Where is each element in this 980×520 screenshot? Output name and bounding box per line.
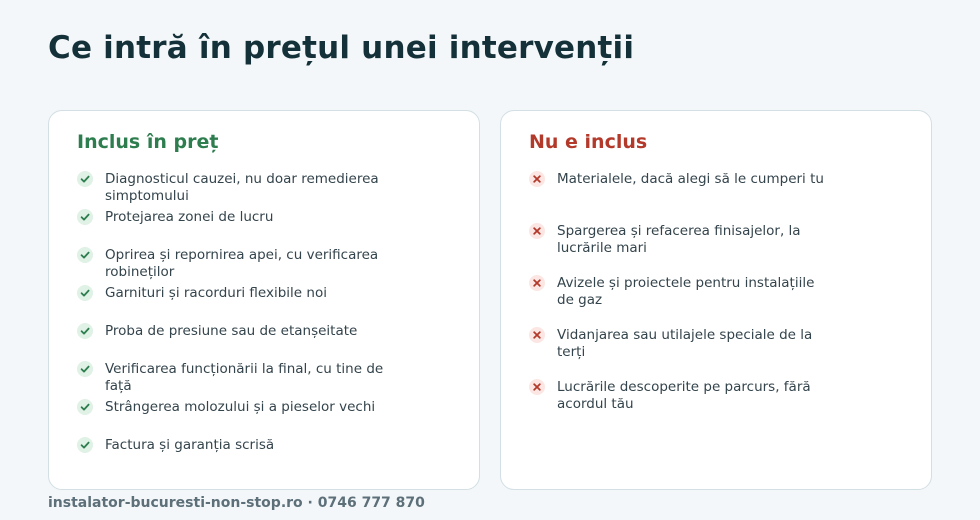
x-icon <box>529 275 545 291</box>
included-item-text: Oprirea și repornirea apei, cu verificarea robineților <box>105 247 379 280</box>
included-item <box>77 399 451 437</box>
excluded-list <box>529 171 903 431</box>
x-icon <box>529 327 545 343</box>
excluded-item <box>529 379 903 431</box>
excluded-item <box>529 223 903 275</box>
check-icon <box>77 323 93 339</box>
excluded-item <box>529 275 903 327</box>
footer-contact: instalator-bucuresti-non-stop.ro · 0746 777 870 <box>48 495 425 511</box>
included-item <box>77 171 451 209</box>
x-icon <box>529 223 545 239</box>
included-item <box>77 323 451 361</box>
included-item <box>77 209 451 247</box>
excluded-item <box>529 171 903 223</box>
check-icon <box>77 399 93 415</box>
included-item <box>77 247 451 285</box>
included-item <box>77 285 451 323</box>
check-icon <box>77 437 93 453</box>
page-title: Ce intră în prețul unei intervenții <box>48 30 635 66</box>
included-item-text: Strângerea molozului și a pieselor vechi <box>105 399 376 415</box>
included-item-text: Verificarea funcționării la final, cu tine de față <box>105 361 384 394</box>
included-item-text: Protejarea zonei de lucru <box>105 209 274 225</box>
included-item-text: Diagnosticul cauzei, nu doar remedierea simptomului <box>105 171 379 204</box>
excluded-item <box>529 327 903 379</box>
excluded-item-text: Spargerea și refacerea finisajelor, la lucrările mari <box>557 223 801 256</box>
excluded-heading: Nu e inclus <box>529 131 648 153</box>
excluded-item-text: Avizele și proiectele pentru instalațiile de gaz <box>557 275 815 308</box>
included-item-text: Proba de presiune sau de etanșeitate <box>105 323 358 339</box>
excluded-card <box>500 110 932 490</box>
check-icon <box>77 247 93 263</box>
included-heading: Inclus în preț <box>77 131 219 153</box>
excluded-item-text: Materialele, dacă alegi să le cumperi tu <box>557 171 824 187</box>
check-icon <box>77 209 93 225</box>
excluded-item-text: Lucrările descoperite pe parcurs, fără acordul tău <box>557 379 811 412</box>
included-list <box>77 171 451 475</box>
check-icon <box>77 361 93 377</box>
included-item <box>77 361 451 399</box>
x-icon <box>529 171 545 187</box>
x-icon <box>529 379 545 395</box>
included-card <box>48 110 480 490</box>
included-item <box>77 437 451 475</box>
included-item-text: Factura și garanția scrisă <box>105 437 275 453</box>
check-icon <box>77 285 93 301</box>
excluded-item-text: Vidanjarea sau utilajele speciale de la terți <box>557 327 813 360</box>
check-icon <box>77 171 93 187</box>
included-item-text: Garnituri și racorduri flexibile noi <box>105 285 327 301</box>
